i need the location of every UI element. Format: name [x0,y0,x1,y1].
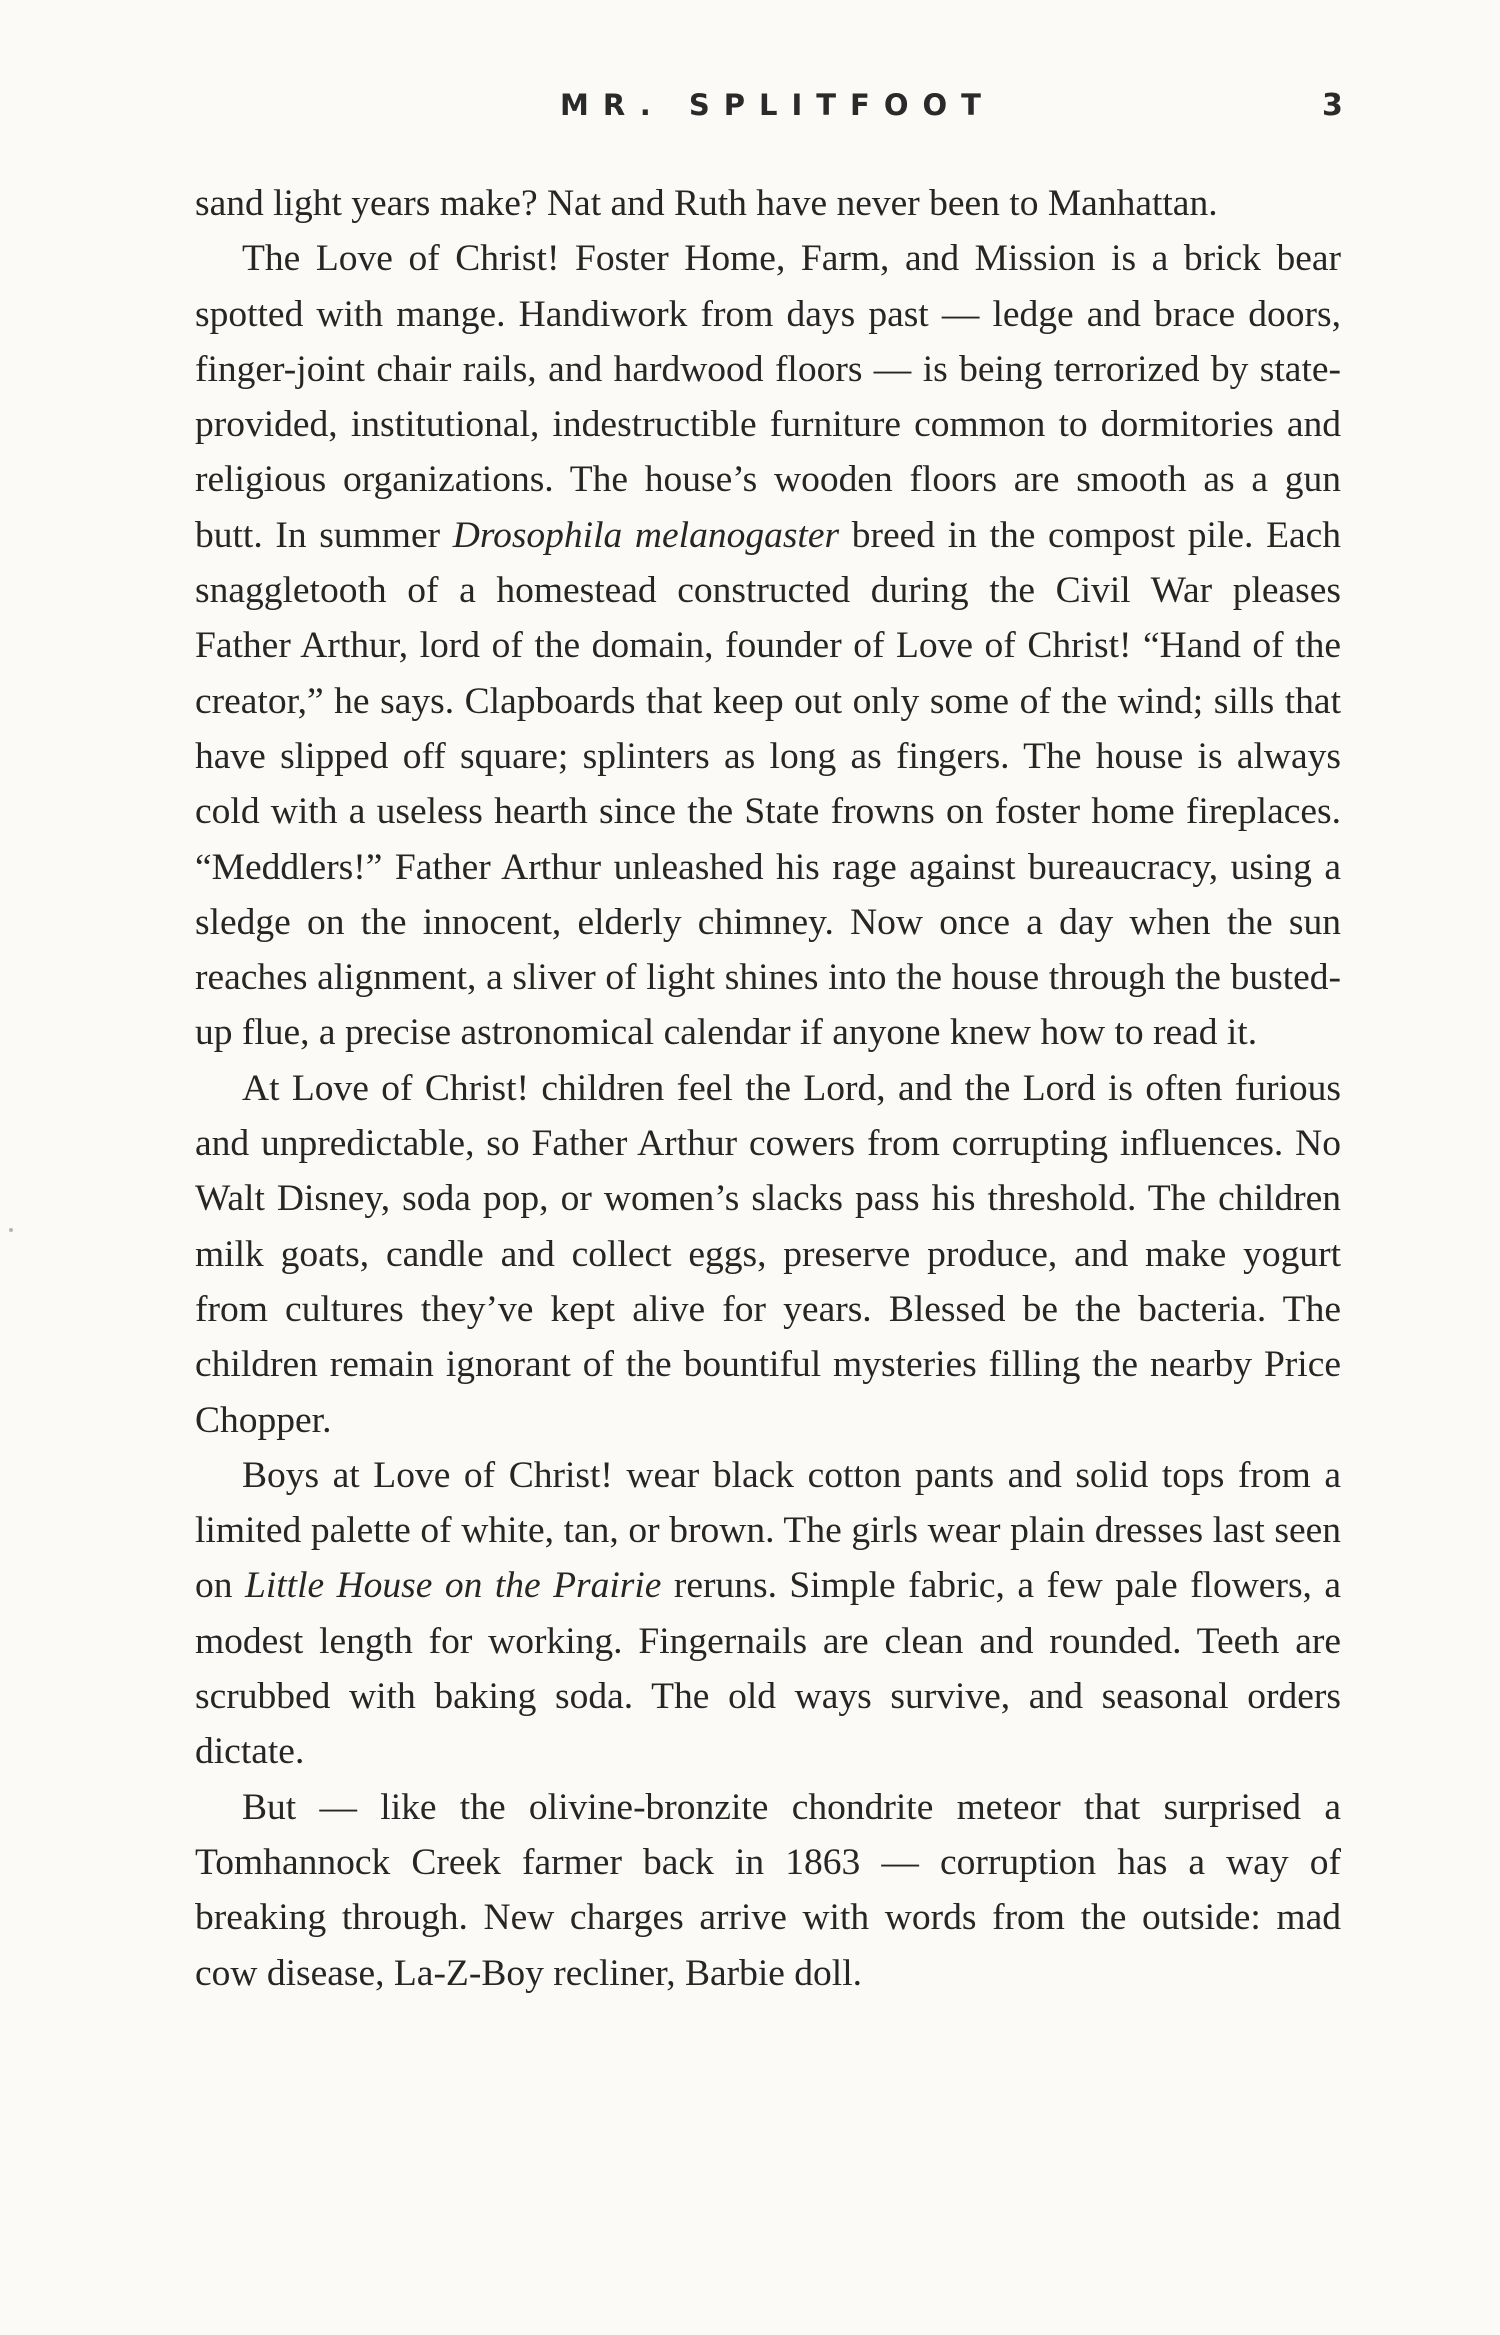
paragraph-5 [195,1780,1341,2001]
paragraph-4-italic: Little House on the Prairie [244,1565,662,1607]
paper-speck [9,1228,13,1232]
paragraph-4 [195,1448,1341,1780]
paragraph-2-text: The Love of Christ! Foster Home, Farm, and Mission is a brick bear spotted with mange. Handiwork from days past — ledge and brace doors, finger-joint chair rails, and hardwood floors — is being terrorized by state-provided, institutional, indestructible furniture common to dormitories and religious organizations. The house’s wooden floors are smooth as a gun butt. In summer [195,238,1341,556]
body-text [195,176,1341,2001]
paragraph-4-text-after: reruns. Simple fabric, a few pale flowers, a modest length for working. Fingernails are clean and rounded. Teeth are scrubbed with baking soda. The old ways survive, and seasonal orders dictate. [195,1565,1342,1773]
paragraph-3 [195,1061,1341,1448]
paragraph-2-italic: Drosophila melanogaster [452,514,840,556]
paragraph-4-text: Boys at Love of Christ! wear black cotton pants and solid tops from a limited palette of white, tan, or brown. The girls wear plain dresses last seen on [195,1454,1341,1607]
paragraph-1 [195,176,1341,231]
paragraph-3-text: At Love of Christ! children feel the Lord, and the Lord is often furious and unpredictable, so Father Arthur cowers from corrupting influences. No Walt Disney, soda pop, or women’s slacks pass his threshold. The children milk goats, candle and collect eggs, preserve produce, and make yogurt from cultures they’ve kept alive for years. Blessed be the bacteria. The children remain ignorant of the bountiful mysteries filling the nearby Price Chopper. [195,1067,1341,1441]
paragraph-2 [195,231,1341,1060]
page-number: 3 [1322,88,1343,123]
running-head [0,88,1500,128]
paragraph-2-text-after: breed in the compost pile. Each snaggletooth of a homestead constructed during the Civil War pleases Father Arthur, lord of the domain, founder of Love of Christ! “Hand of the creator,” he says. Clapboards that keep out only some of the wind; sills that have slipped off square; splinters as long as fingers. The house is always cold with a useless hearth since the State frowns on foster home fireplaces. “Meddlers!” Father Arthur unleashed his rage against bureaucracy, using a sledge on the innocent, elderly chimney. Now once a day when the sun reaches alignment, a sliver of light shines into the house through the busted-up flue, a precise astronomical calendar if anyone knew how to read it. [195,514,1342,1054]
paragraph-5-text: But — like the olivine-bronzite chondrite meteor that surprised a Tomhannock Creek farmer back in 1863 — corruption has a way of breaking through. New charges arrive with words from the outside: mad cow disease, La-Z-Boy recliner, Barbie doll. [195,1786,1341,1994]
running-title: MR. SPLITFOOT [560,88,995,122]
paragraph-1-text: sand light years make? Nat and Ruth have never been to Manhattan. [195,183,1218,224]
